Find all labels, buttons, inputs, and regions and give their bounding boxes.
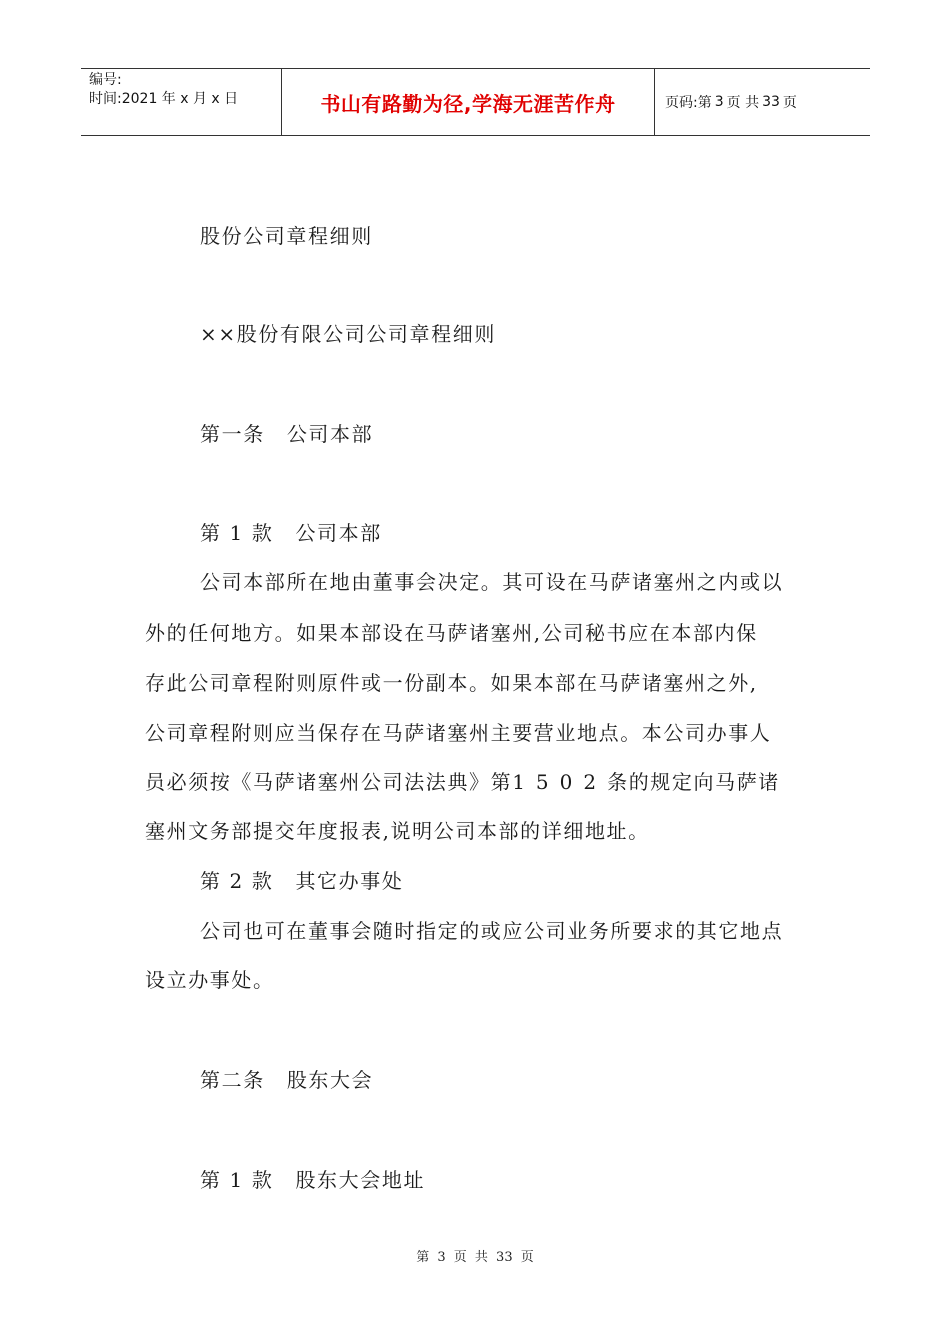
clause-heading	[200, 867, 403, 895]
header-page-info	[655, 69, 870, 135]
paragraph-line: 外的任何地方。如果本部设在马萨诸塞州,公司秘书应在本部内保	[145, 621, 758, 645]
page-mid: 页 共	[726, 95, 760, 111]
article-number: 第一条	[200, 422, 265, 446]
paragraph-line-head: 员必须按《马萨诸塞州公司法法典》第	[145, 770, 513, 794]
page-header	[81, 68, 870, 136]
document-title: 股份公司章程细则	[200, 224, 373, 248]
article-heading	[200, 420, 373, 448]
paragraph-line-tail: 条的规定向马萨诸	[607, 770, 780, 794]
document-subtitle: ××股份有限公司公司章程细则	[200, 322, 496, 346]
paragraph-line: 公司章程附则应当保存在马萨诸塞州主要营业地点。本公司办事人	[145, 721, 772, 745]
paragraph-line: 公司本部所在地由董事会决定。其可设在马萨诸塞州之内或以	[200, 570, 784, 594]
article-number-ref: 1502	[512, 770, 608, 794]
page-footer: 第 3 页 共 33 页	[416, 1250, 534, 1265]
paragraph-line: 存此公司章程附则原件或一份副本。如果本部在马萨诸塞州之外,	[145, 671, 758, 695]
clause-heading	[200, 519, 382, 547]
page-prefix: 页码:第	[665, 95, 712, 111]
page-suffix: 页	[782, 95, 797, 111]
clause-number: 第 1 款	[200, 1168, 274, 1192]
paragraph-line: 设立办事处。	[145, 968, 275, 992]
clause-title: 股东大会地址	[295, 1168, 426, 1192]
page-total: 33	[762, 94, 780, 110]
article-number: 第二条	[200, 1068, 265, 1092]
clause-number: 第 2 款	[200, 869, 274, 893]
clause-heading	[200, 1166, 425, 1194]
paragraph-line	[145, 768, 780, 796]
paragraph-line: 塞州文务部提交年度报表,说明公司本部的详细地址。	[145, 819, 650, 843]
clause-number: 第 1 款	[200, 521, 274, 545]
header-meta	[81, 69, 282, 135]
header-motto: 书山有路勤为径,学海无涯苦作舟	[282, 69, 655, 135]
clause-title: 公司本部	[295, 521, 382, 545]
document-number-label: 编号:	[89, 72, 122, 88]
document-date: 时间:2021 年 x 月 x 日	[89, 91, 239, 107]
article-title: 股东大会	[286, 1068, 374, 1092]
clause-title: 其它办事处	[295, 869, 404, 893]
article-title: 公司本部	[286, 422, 374, 446]
page-current: 3	[714, 94, 724, 110]
article-heading	[200, 1066, 373, 1094]
paragraph-line: 公司也可在董事会随时指定的或应公司业务所要求的其它地点	[200, 919, 784, 943]
